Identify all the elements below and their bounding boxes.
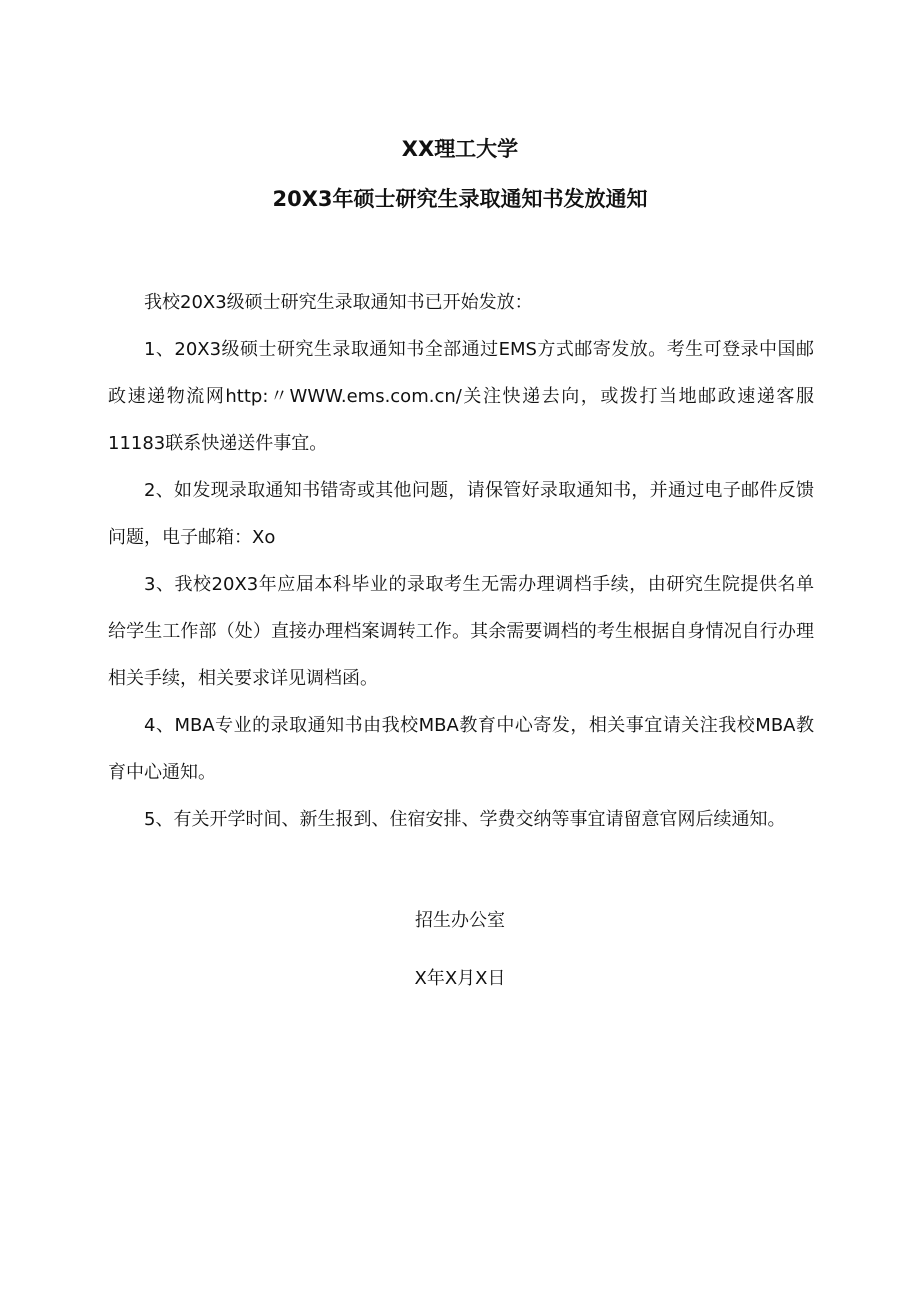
signature-office: 招生办公室: [415, 910, 505, 931]
intro-paragraph: 我校20X3级硕士研究生录取通知书已开始发放：: [144, 292, 533, 313]
notice-title-year: 20X3: [272, 187, 333, 211]
notice-body: [108, 279, 814, 843]
item-paragraph-2: 2、如发现录取通知书错寄或其他问题，请保管好录取通知书，并通过电子邮件反馈问题，电子邮箱：Xo: [108, 480, 814, 548]
notice-title-text: 年硕士研究生录取通知书发放通知: [332, 187, 648, 211]
item-paragraph-5: 5、有关开学时间、新生报到、住宿安排、学费交纳等事宜请留意官网后续通知。: [144, 809, 786, 830]
notice-title: [0, 184, 920, 214]
item-paragraph-3: 3、我校20X3年应届本科毕业的录取考生无需办理调档手续，由研究生院提供名单给学生工作部（处）直接办理档案调转工作。其余需要调档的考生根据自身情况自行办理相关手续，相关要求详见调档函。: [108, 574, 814, 689]
item-paragraph-1: 1、20X3级硕士研究生录取通知书全部通过EMS方式邮寄发放。考生可登录中国邮政速递物流网http:〃WWW.ems.com.cn/关注快递去向，或拨打当地邮政速递客服11183联系快递送件事宜。: [108, 339, 814, 454]
university-title-prefix: XX: [401, 137, 435, 161]
signature-date: X年X月X日: [414, 968, 506, 989]
university-title-name: 理工大学: [434, 137, 519, 161]
university-title: [0, 134, 920, 164]
item-paragraph-4: 4、MBA专业的录取通知书由我校MBA教育中心寄发，相关事宜请关注我校MBA教育中心通知。: [108, 715, 814, 783]
